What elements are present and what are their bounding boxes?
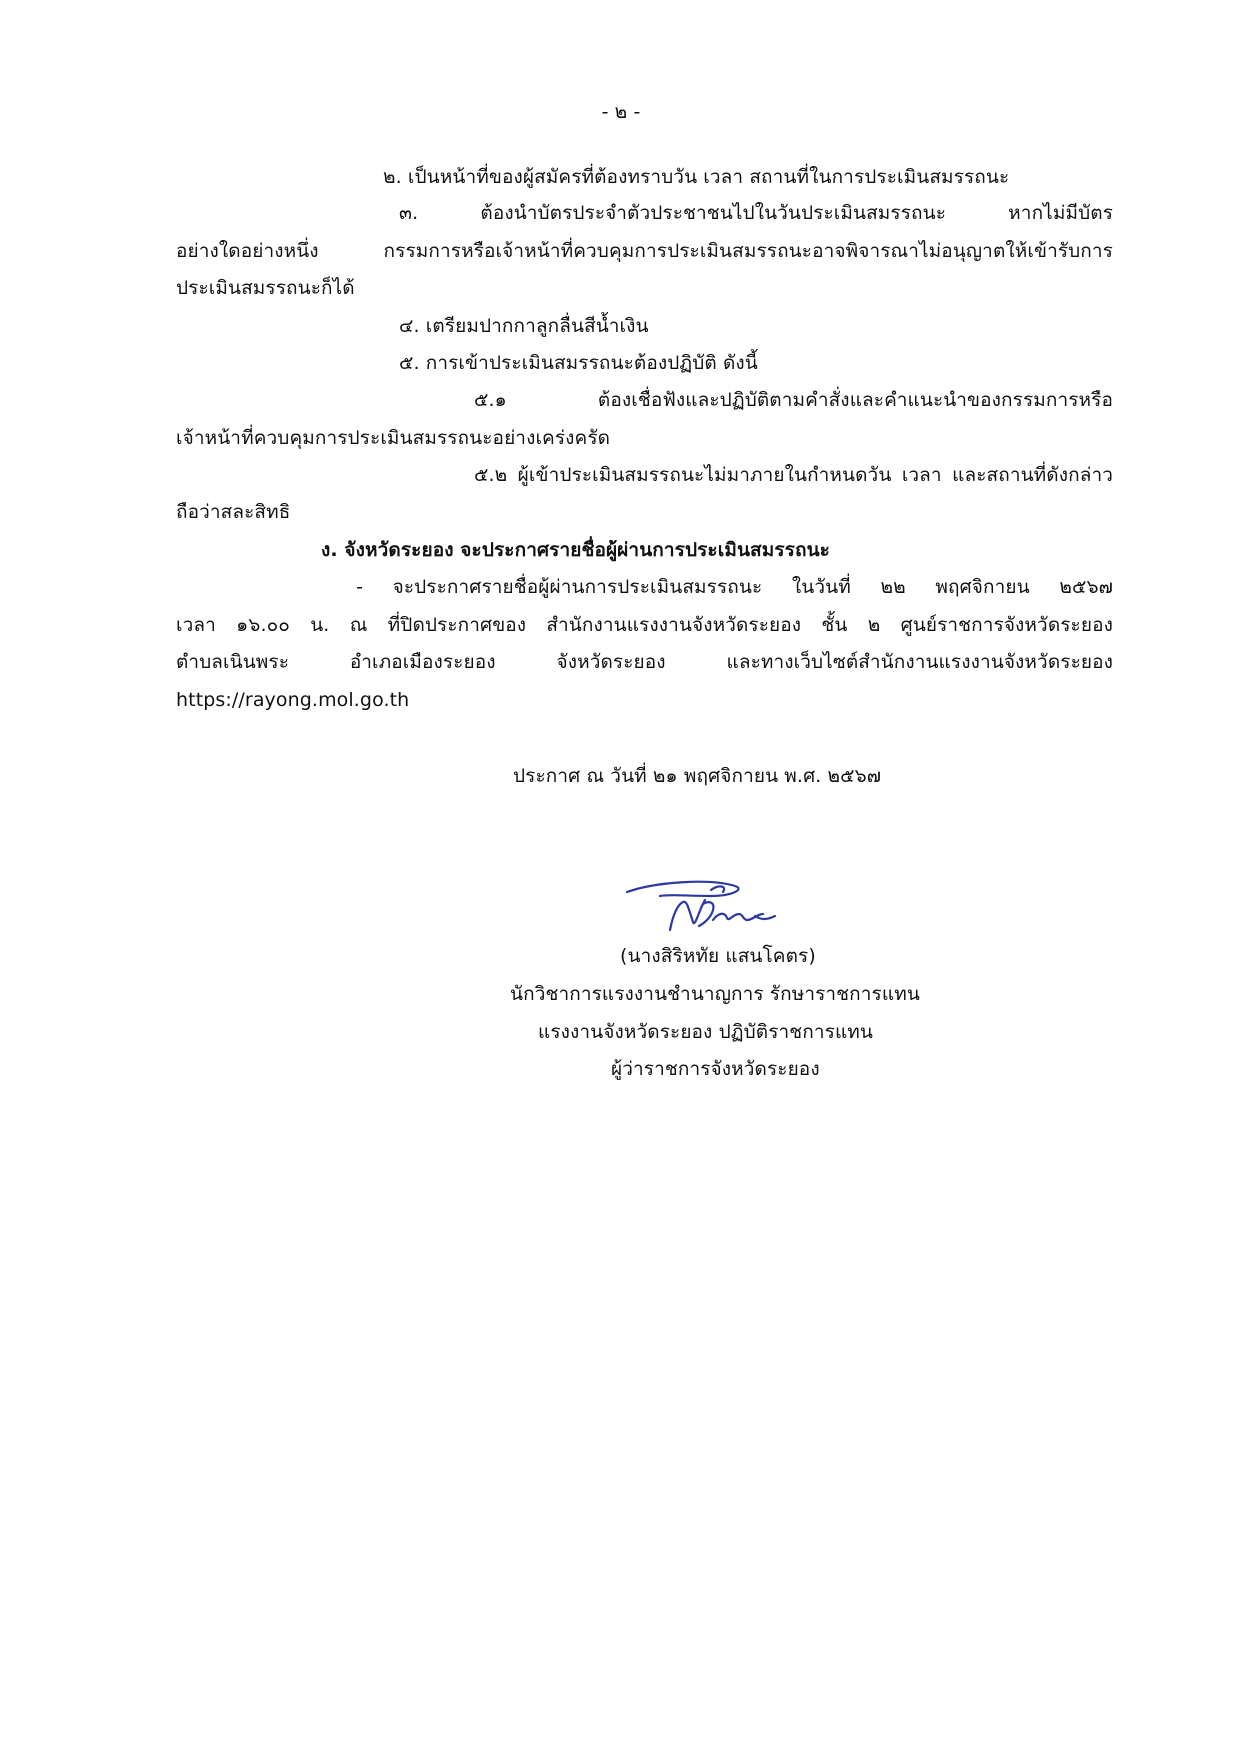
announcement-line-3: ตำบลเนินพระ อำเภอเมืองระยอง จังหวัดระยอง และทางเว็บไซต์สำนักงานแรงงานจังหวัดระยอง xyxy=(176,651,1113,673)
signatory-position-3: ผู้ว่าราชการจังหวัดระยอง xyxy=(611,1058,820,1080)
item-2: ๒. เป็นหน้าที่ของผู้สมัครที่ต้องทราบวัน เวลา สถานที่ในการประเมินสมรรถนะ xyxy=(383,166,1010,188)
announcement-line-1: - จะประกาศรายชื่อผู้ผ่านการประเมินสมรรถนะ ในวันที่ ๒๒ พฤศจิกายน ๒๕๖๗ xyxy=(356,576,1113,598)
item-3-line-2: อย่างใดอย่างหนึ่ง กรรมการหรือเจ้าหน้าที่ควบคุมการประเมินสมรรถนะอาจพิจารณาไม่อนุญาตให้เข้ารับการ xyxy=(176,240,1113,262)
item-3-line-1: ๓. ต้องนำบัตรประจำตัวประชาชนไปในวันประเมินสมรรถนะ หากไม่มีบัตร xyxy=(399,202,1113,224)
page-number: - ๒ - xyxy=(601,101,641,123)
announcement-line-2: เวลา ๑๖.๐๐ น. ณ ที่ปิดประกาศของ สำนักงานแรงงานจังหวัดระยอง ชั้น ๒ ศูนย์ราชการจังหวัดระยอง xyxy=(176,614,1113,636)
item-5-1-line-1: ๕.๑ ต้องเชื่อฟังและปฏิบัติตามคำสั่งและคำแนะนำของกรรมการหรือ xyxy=(474,389,1113,411)
item-5-2-line-2: ถือว่าสละสิทธิ xyxy=(176,501,291,523)
item-5-2-line-1: ๕.๒ ผู้เข้าประเมินสมรรถนะไม่มาภายในกำหนดวัน เวลา และสถานที่ดังกล่าว xyxy=(474,464,1113,486)
announce-date: ประกาศ ณ วันที่ ๒๑ พฤศจิกายน พ.ศ. ๒๕๖๗ xyxy=(513,765,882,787)
item-3-line-3: ประเมินสมรรถนะก็ได้ xyxy=(176,277,355,299)
signatory-name: (นางสิริหทัย แสนโคตร) xyxy=(620,945,816,967)
item-5-1-line-2: เจ้าหน้าที่ควบคุมการประเมินสมรรถนะอย่างเคร่งครัด xyxy=(176,427,611,449)
signatory-position-1: นักวิชาการแรงงานชำนาญการ รักษาราชการแทน xyxy=(510,983,920,1005)
item-5: ๕. การเข้าประเมินสมรรถนะต้องปฏิบัติ ดังนี้ xyxy=(399,352,758,374)
item-4: ๔. เตรียมปากกาลูกลื่นสีน้ำเงิน xyxy=(399,315,649,337)
announcement-url: https://rayong.mol.go.th xyxy=(176,689,410,711)
section-heading: ง. จังหวัดระยอง จะประกาศรายชื่อผู้ผ่านการประเมินสมรรถนะ xyxy=(321,539,830,561)
signature-image xyxy=(615,870,815,940)
signatory-position-2: แรงงานจังหวัดระยอง ปฏิบัติราชการแทน xyxy=(538,1021,873,1043)
